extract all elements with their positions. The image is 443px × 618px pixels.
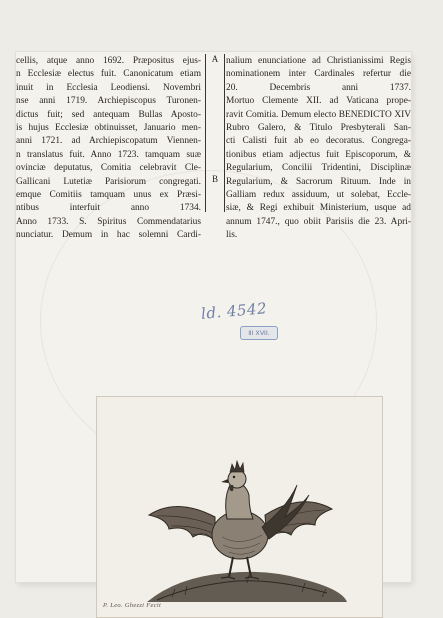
right-column-line: cti Calisti fuit ab eo decoratus. Congrega- (226, 136, 411, 147)
right-column-line: annum 1747., quo obiit Parisiis die 23. Apri- (226, 216, 411, 227)
rooster-illustration (97, 397, 382, 617)
printed-page (16, 52, 411, 609)
margin-letter-a: A (211, 54, 219, 64)
margin-letter-b: B (211, 174, 218, 184)
column-divider (205, 54, 225, 212)
left-column-line: Gallicani Lutetiæ Parisiorum congregati. (16, 176, 201, 187)
left-column-line: ntibus interfuit anno 1734. (16, 203, 201, 214)
left-column-line: dictus fuit; sed antequam Bullas Aposto- (16, 109, 201, 120)
right-column-line: Rubro Galero, & Titulo Presbyterali San- (226, 123, 411, 134)
right-column-line: Galliam redux assiduum, ut solebat, Eccle- (226, 190, 411, 201)
right-column-line: tionibus etiam adjectus fuit Episcoporum, & (226, 149, 411, 160)
left-column-line: inuit in Ecclesia Leodiensi. Novembri (16, 82, 201, 93)
right-column-line: siæ, & Regi exhibuit Ministerium, usque ad (226, 203, 411, 214)
right-column-line: nominationem inter Cardinales refertur die (226, 69, 411, 80)
right-column-line: Regularium, & Sacrorum Rituum. Inde in (226, 176, 411, 187)
handwritten-inventory-number: ld. 4542 (200, 299, 268, 323)
left-column-line: nse anni 1719. Archiepiscopus Turonen- (16, 96, 201, 107)
collection-stamp: ⅡⅠ ⅩⅥⅠ. (240, 326, 278, 340)
left-column-line: emque Comitiis tamquam unus ex Præsi- (16, 190, 201, 201)
left-column-line: nunciatur. Demum in hac solemni Cardi- (16, 230, 201, 241)
left-column-line: cellis, atque anno 1692. Præpositus ejus- (16, 56, 201, 66)
left-column-line: n Ecclesiæ electus fuit. Canonicatum etiam (16, 69, 201, 80)
left-column-line: ovinciæ deputatus, Comitia celebravit Cle- (16, 163, 201, 174)
right-column-line: Regularium, Concilii Tridentini, Disciplinæ (226, 163, 411, 174)
right-column-line: Mortuo Clemente XII. ad Vaticana prope- (226, 96, 411, 107)
left-column-line: is hujus Ecclesiæ obtinuisset, Januario men- (16, 123, 201, 134)
right-column-line: 20. Decembris anni 1737. (226, 82, 411, 93)
left-column-line: Anno 1733. S. Spiritus Commendatarius (16, 216, 201, 227)
left-column-line: n translatus fuit. Anno 1723. tamquam suæ (16, 149, 201, 160)
left-column (16, 55, 201, 243)
right-column-line: nalium enunciatione ad Christianissimi Regis (226, 56, 411, 66)
right-column-line: ravit Comitia. Demum electo BENEDICTO XIV (226, 109, 411, 120)
right-column (226, 55, 411, 243)
rooster-engraving (96, 396, 383, 618)
engraver-signature: P. Leo. Ghezzi Fecit (103, 602, 162, 609)
right-column-line: lis. (226, 230, 238, 241)
text-columns (16, 52, 411, 241)
left-column-line: anni 1721. ad Archiepiscopatum Viennen- (16, 136, 201, 147)
